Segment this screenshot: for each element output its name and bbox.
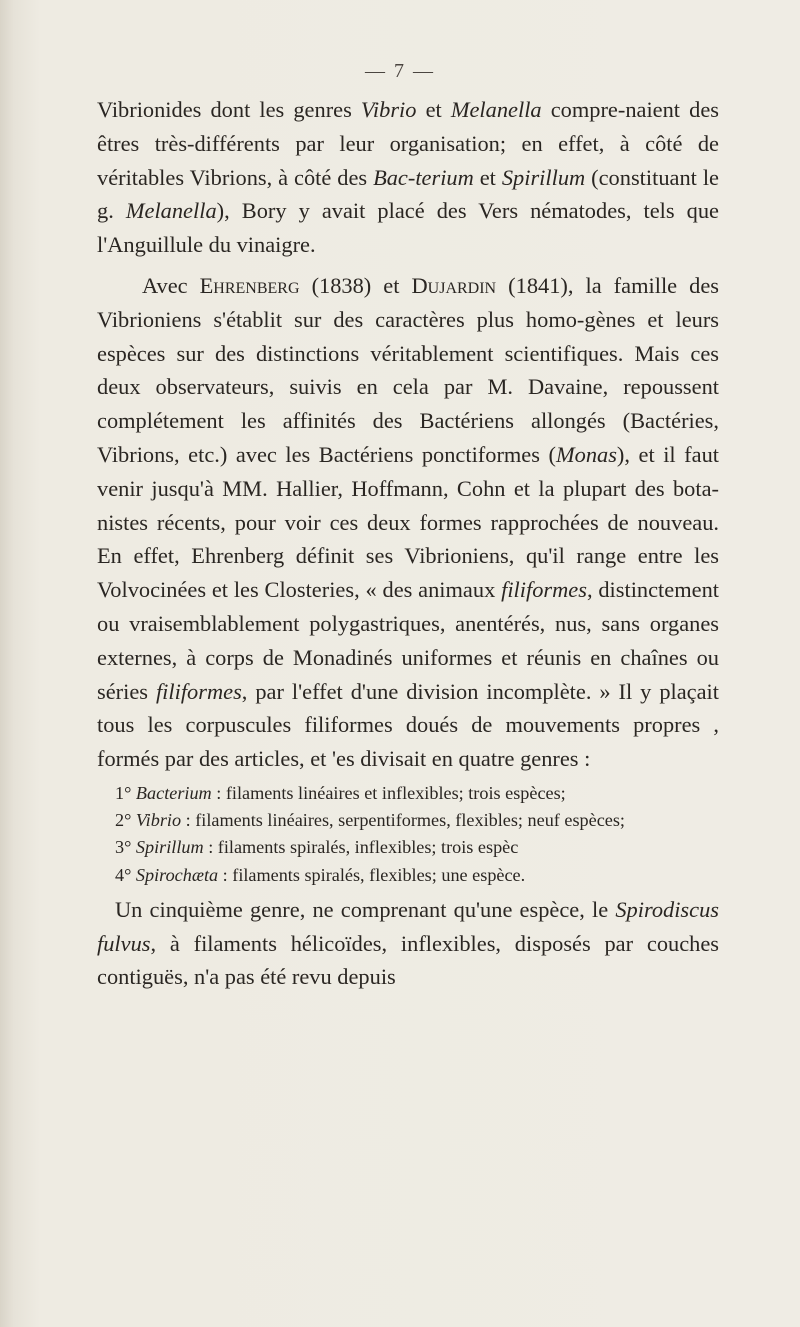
list-number: 2° [115, 810, 132, 831]
genus-name: Spirochæta [135, 864, 219, 885]
text-run: et [416, 97, 451, 122]
genus-list [97, 780, 719, 889]
text-run: (1838) et [299, 272, 412, 298]
list-item [97, 807, 719, 834]
text-run: et [473, 164, 502, 190]
paragraph-3 [97, 893, 719, 994]
text-run: , à filaments hélicoïdes, inflexibles, disposés par couches contiguës, n'a pas été revu depuis [97, 930, 719, 990]
list-desc: : filaments linéaires, serpentiformes, flexibles; neuf espèces; [181, 810, 625, 831]
text-run: Avec [142, 272, 200, 298]
author-name: Ehrenberg [199, 272, 300, 298]
paragraph-1 [97, 93, 719, 262]
list-desc: : filaments spiralés, inflexibles; trois espèc [203, 837, 519, 858]
text-run: , distinctement ou vraisemblablement polygastriques, anentérés, nus, sans organes externes, à corps de Monadinés uniformes et réunis en chaînes ou séries [97, 577, 719, 704]
page-number: — 7 — [365, 60, 435, 82]
list-number: 4° [115, 864, 132, 885]
genus-name: Monas [555, 441, 617, 467]
genus-name: Melanella [450, 97, 542, 122]
emphasis: filiformes [155, 678, 242, 704]
text-run: ), Bory y avait placé des Vers nématodes, tels que l'Anguillule du vinaigre. [97, 198, 719, 258]
genus-name: Vibrio [135, 810, 182, 831]
list-number: 3° [115, 837, 132, 858]
genus-name: Spirillum [501, 164, 586, 190]
list-desc: : filaments spiralés, flexibles; une espèce. [218, 864, 526, 885]
genus-name: Spirillum [135, 837, 204, 858]
list-number: 1° [115, 782, 132, 803]
text-run: Vibrionides dont les genres [97, 97, 361, 122]
species-name: Spirodiscus fulvus [97, 896, 719, 956]
text-run: Un cinquième genre, ne comprenant qu'une espèce, le [115, 896, 616, 922]
list-desc: : filaments linéaires et inflexibles; trois espèces; [211, 782, 566, 803]
emphasis: filiformes [501, 577, 587, 603]
text-run: compre-naient des êtres très-différents par leur organisation; en effet, à côté de véritables Vibrions, à côté des [97, 97, 719, 190]
text-run: (constituant le g. [97, 164, 719, 224]
genus-name: Melanella [125, 198, 217, 224]
text-run: (1841), la famille des Vibrioniens s'établit sur des caractères plus homo-gènes et leurs espèces sur des distinctions véritablement scientifiques. Mais ces deux observateurs, suivis en cela par M. Davaine, repoussent complétement les affinités des Bactériens allongés (Bactéries, Vibrions, etc.) avec les Bactériens ponctiformes ( [97, 272, 719, 467]
list-item [97, 862, 719, 889]
genus-name: Vibrio [360, 97, 417, 122]
list-item [97, 834, 719, 861]
genus-name: Bac-terium [373, 164, 474, 190]
list-item [97, 780, 719, 807]
text-run: ), et il faut venir jusqu'à MM. Hallier, Hoffmann, Cohn et la plupart des bota-nistes récents, pour voir ces deux formes rapprochées de nouveau. En effet, Ehrenberg définit ses Vibrioniens, qu'il range entre les Volvocinées et les Closteries, « des animaux [97, 441, 719, 603]
paragraph-2 [97, 269, 719, 776]
author-name: Dujardin [411, 272, 497, 298]
genus-name: Bacterium [135, 782, 212, 803]
body-text [97, 93, 719, 994]
text-run: , par l'effet d'une division incomplète. » Il y plaçait tous les corpuscules filiformes doués de mouvements propres , formés par des articles, et 'es divisait en quatre genres : [97, 678, 720, 772]
